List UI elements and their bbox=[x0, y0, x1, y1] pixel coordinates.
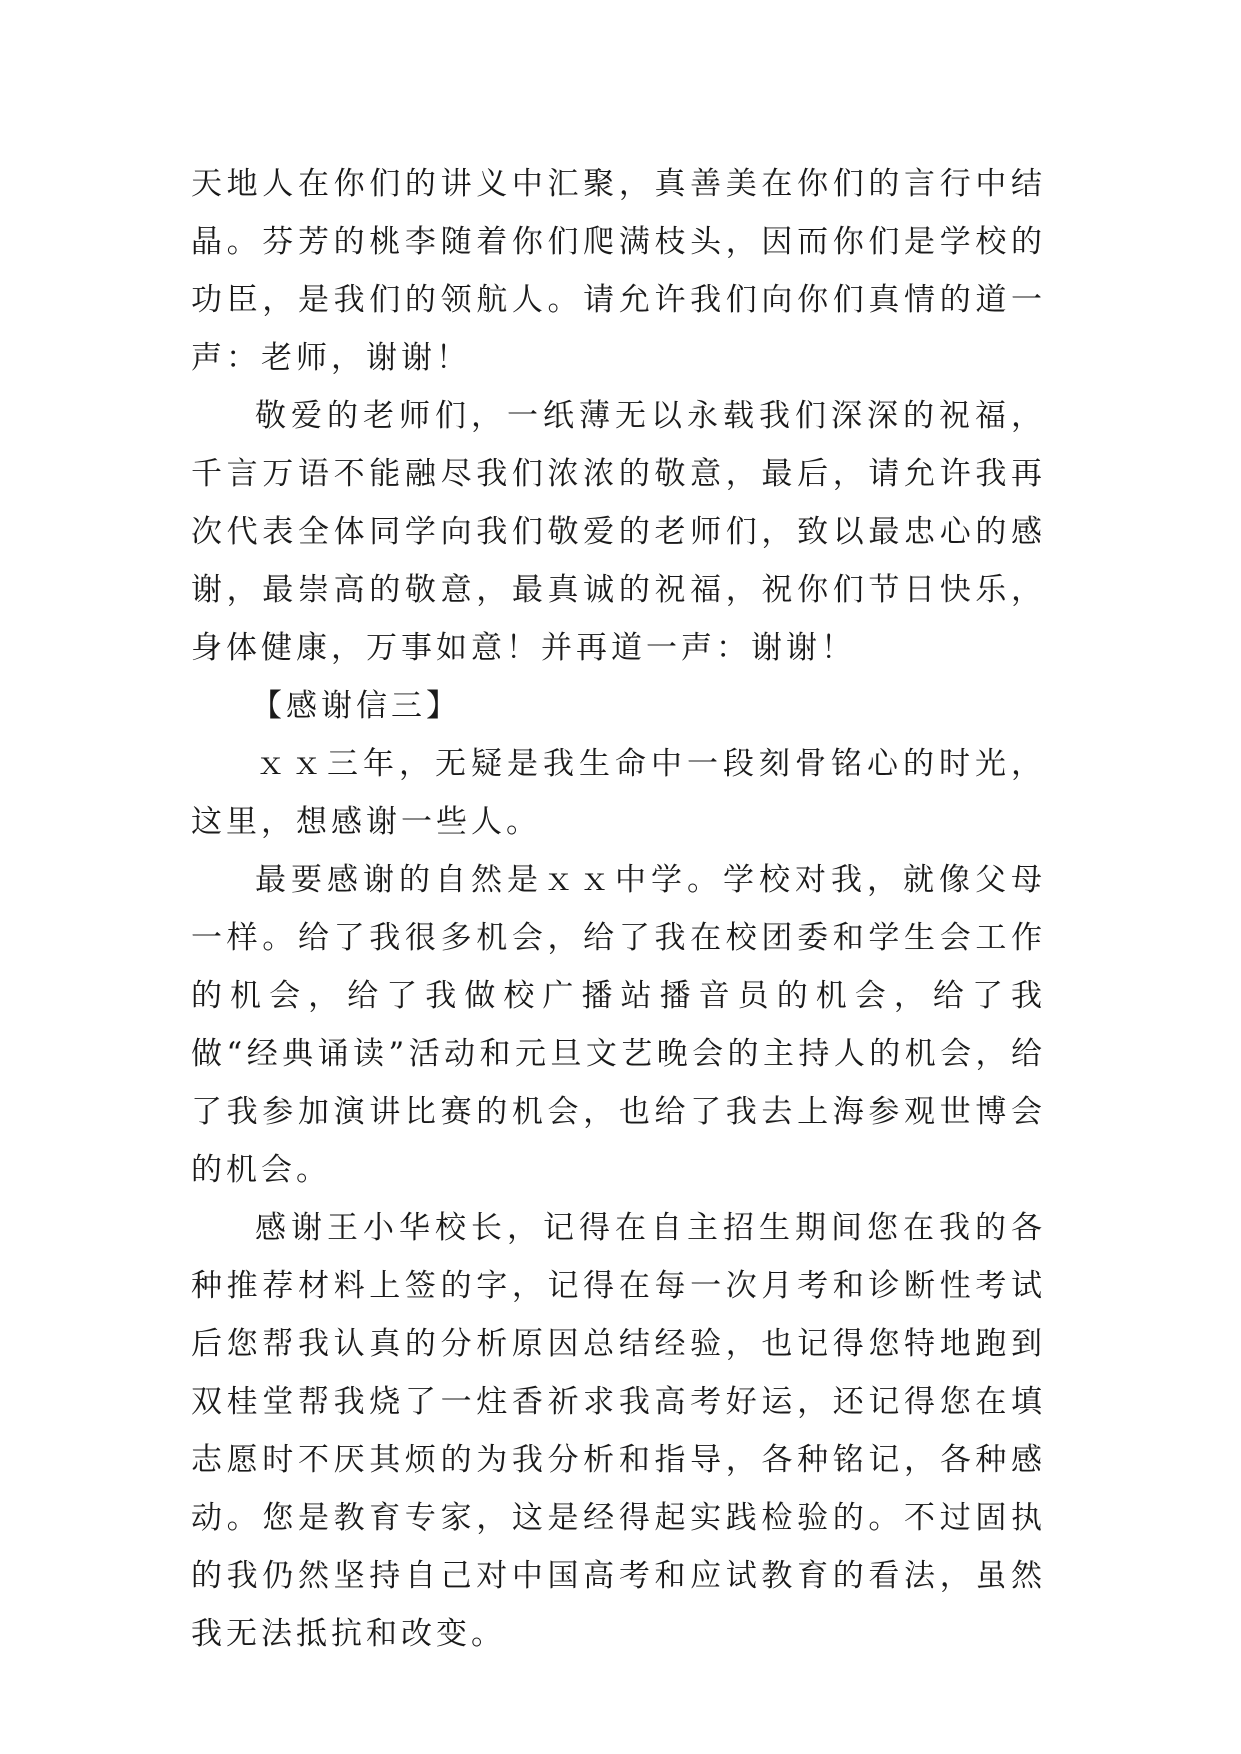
document-body bbox=[191, 155, 1046, 1663]
paragraph-continued-tribute: 天地人在你们的讲义中汇聚，真善美在你们的言行中结晶。芬芳的桃李随着你们爬满枝头，因而你们是学校的功臣，是我们的领航人。请允许我们向你们真情的道一声：老师，谢谢！ bbox=[191, 166, 1046, 376]
section-heading-letter-three: 【感谢信三】 bbox=[251, 688, 461, 724]
paragraph-thanks-principal: 感谢王小华校长，记得在自主招生期间您在我的各种推荐材料上签的字，记得在每一次月考和诊断性考试后您帮我认真的分析原因总结经验，也记得您特地跑到双桂堂帮我烧了一炷香祈求我高考好运，还记得您在填志愿时不厌其烦的为我分析和指导，各种铭记，各种感动。您是教育专家，这是经得起实践检验的。不过固执的我仍然坚持自己对中国高考和应试教育的看法，虽然我无法抵抗和改变。 bbox=[191, 1210, 1046, 1652]
paragraph-closing-wishes: 敬爱的老师们，一纸薄无以永载我们深深的祝福，千言万语不能融尽我们浓浓的敬意，最后，请允许我再次代表全体同学向我们敬爱的老师们，致以最忠心的感谢，最崇高的敬意，最真诚的祝福，祝你们节日快乐，身体健康，万事如意！并再道一声：谢谢！ bbox=[191, 398, 1046, 666]
paragraph-three-years: ｘｘ三年，无疑是我生命中一段刻骨铭心的时光，这里，想感谢一些人。 bbox=[191, 746, 1046, 840]
paragraph-thanks-school: 最要感谢的自然是ｘｘ中学。学校对我，就像父母一样。给了我很多机会，给了我在校团委和学生会工作的机会，给了我做校广播站播音员的机会，给了我做“经典诵读”活动和元旦文艺晚会的主持人的机会，给了我参加演讲比赛的机会，也给了我去上海参观世博会的机会。 bbox=[191, 862, 1046, 1188]
